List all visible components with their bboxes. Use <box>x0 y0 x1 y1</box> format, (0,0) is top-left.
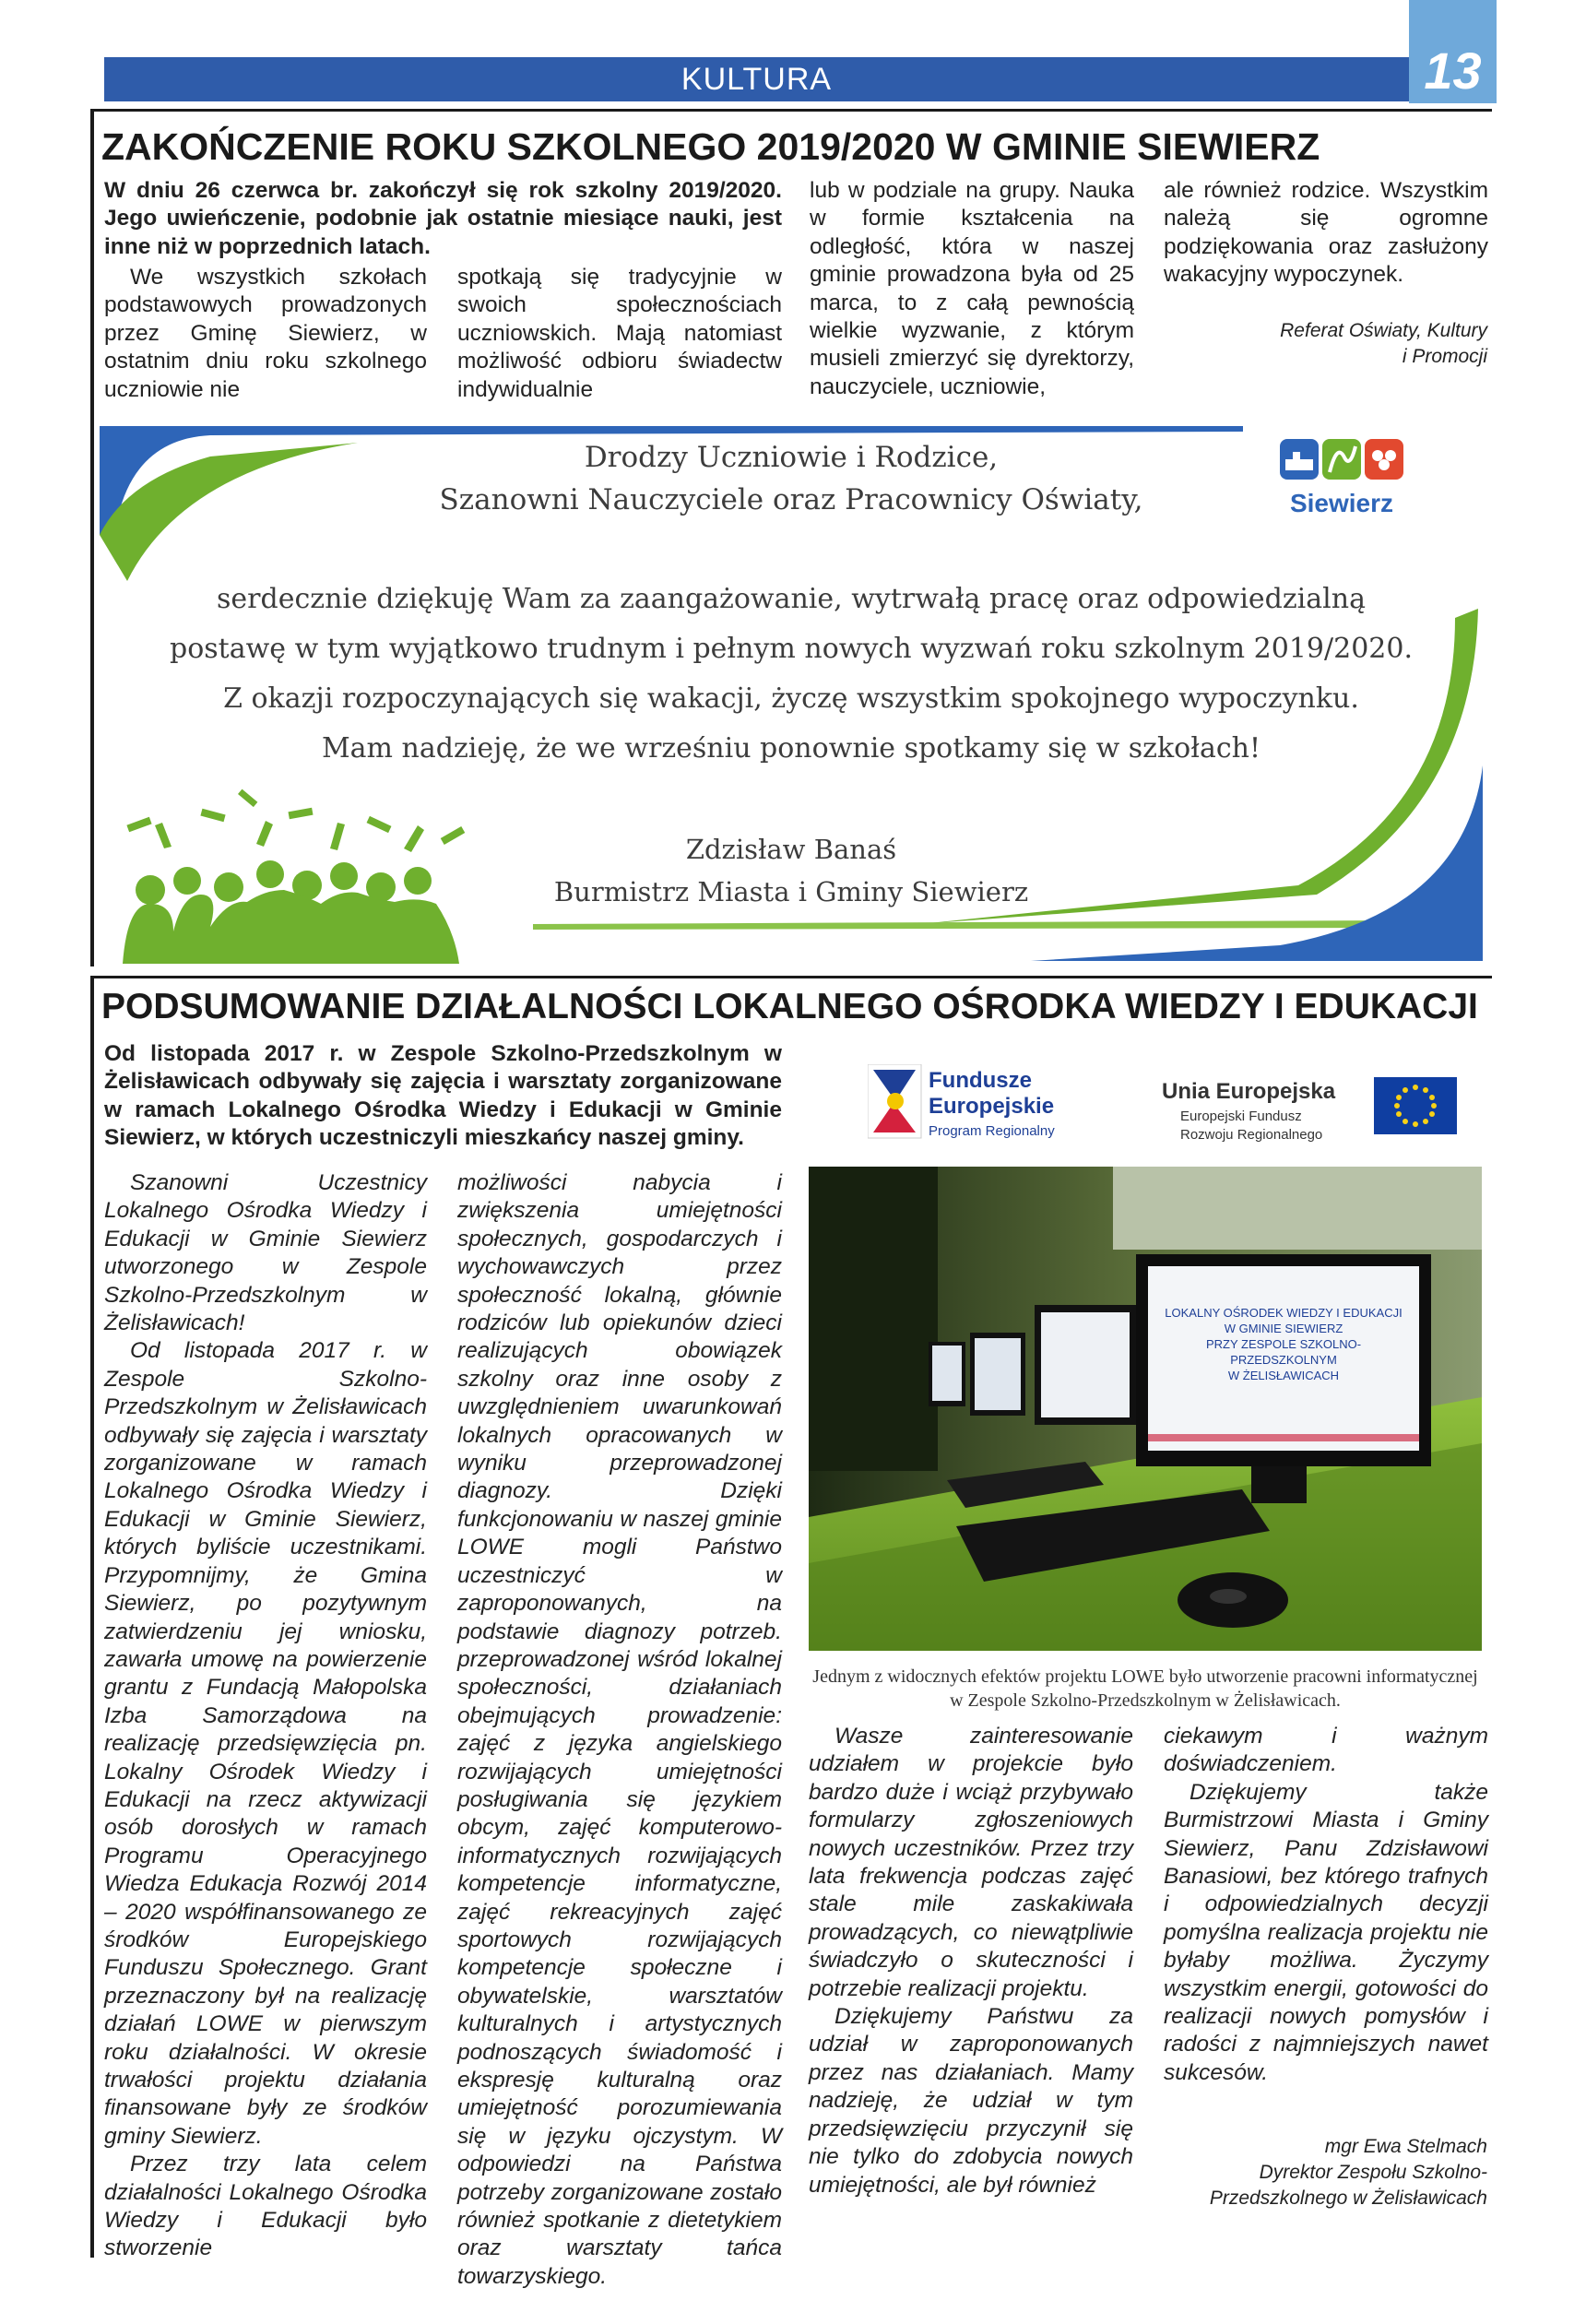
paragraph: Dziękujemy także Burmistrzowi Miasta i Gminy Siewierz, Panu Zdzisławowi Banasiowi, bez którego trafnych i odpowiedzialnych decyzji pomyślna realizacja projektu nie byłaby możliwa. Życzymy wszystkim energii, gotowości do realizacji nowych pomysłów i radości z najmniejszych nawet sukcesów. <box>1164 1779 1488 2085</box>
page-number-box <box>1409 0 1497 103</box>
article-1-col-1: We wszystkich szkołach podstawowych prowadzonych przez Gminę Siewierz, w ostatnim dniu roku szkolnego uczniowie nie <box>104 265 427 402</box>
article-1-title: ZAKOŃCZENIE ROKU SZKOLNEGO 2019/2020 W GMINIE SIEWIERZ <box>101 125 1320 168</box>
siewierz-logo-text: Siewierz <box>1289 489 1394 517</box>
signature-line: mgr Ewa Stelmach <box>1324 2136 1487 2157</box>
fundusze-europejskie-flag-icon <box>868 1064 923 1140</box>
eu-funding-logos <box>862 1051 1471 1153</box>
paragraph: Dziękujemy Państwu za udział w zaproponowanych przez nas działaniach. Mamy nadzieję, że udział w tym przedsięwzięciu przyczynił się nie tylko do zdobycia nowych umiejętności, ale był również <box>809 2004 1133 2198</box>
ue-logo-line: Europejski Fundusz <box>1180 1109 1302 1124</box>
fe-logo-line: Europejskie <box>929 1094 1055 1119</box>
screen-text <box>1164 1305 1403 1383</box>
article-2-signature <box>1180 2134 1487 2211</box>
article-1-lead: W dniu 26 czerwca br. zakończył się rok szkolny 2019/2020. Jego uwieńczenie, podobnie jak ostatnie miesiące nauki, jest inne niż w poprzednich latach. <box>104 178 782 259</box>
eu-flag-icon <box>1374 1077 1457 1134</box>
paragraph: możliwości nabycia i zwiększenia umiejętności społecznych, gospodarczych i wychowawczych przez społeczność lokalną, głównie rodziców lub opiekunów dzieci realizujących obowiązek szkolny oraz inne osoby z uwzględnieniem uwarunkowań lokalnych opracowanych w wyniku przeprowadzonej diagnozy. Dzięki funkcjonowaniu w naszej gminie LOWE mogli Państwo uczestniczyć w zaproponowanych, na podstawie diagnozy potrzeb. przeprowadzonej wśród lokalnej społeczności, działaniach obejmujących prowadzenie: zajęć z języka angielskiego rozwijających umiejętności posługiwania się językiem obcym, zajęć komputerowo-informatycznych rozwijających kompetencje informatyczne, zajęć rekreacyjnych zajęć sportowych rozwijających kompetencje społeczne i obywatelskie, warsztatów kulturalnych i artystycznych podnoszących świadomość i ekspresję kulturalną oraz umiejętność porozumiewania się w języku ojczystym. W odpowiedzi na Państwa potrzeby zorganizowane zostało również spotkanie z dietetykiem oraz warsztaty tańca towarzyskiego. <box>457 1170 782 2289</box>
article-2-title: PODSUMOWANIE DZIAŁALNOŚCI LOKALNEGO OŚRODKA WIEDZY I EDUKACJI <box>101 987 1478 1026</box>
signature-line: Dyrektor Zespołu Szkolno- <box>1259 2162 1487 2183</box>
paragraph: Wasze zainteresowanie udziałem w projekcie było bardzo duże i wciąż przybywało formularzy zgłoszeniowych nowych uczestników. Przez trzy lata frekwencja podczas zajęć stale mile zaskakiwała prowadzących, co niewątpliwie świadczyło o skuteczności i potrzebie realizacji projektu. <box>809 1724 1133 2001</box>
article-1-col-4: ale również rodzice. Wszystkim należą się ogromne podziękowania oraz zasłużony wakacyjny wypoczynek. <box>1164 178 1488 288</box>
computer-lab-illustration <box>809 1167 1482 1651</box>
page-number: 13 <box>1424 42 1482 100</box>
ue-logo-line: Rozwoju Regionalnego <box>1180 1127 1323 1143</box>
siewierz-emblem-icon <box>1272 433 1411 489</box>
signature-line: Referat Oświaty, Kultury <box>1280 320 1487 341</box>
screen-line: W ŻELISŁAWICACH <box>1227 1369 1340 1382</box>
letter-body-line: Mam nadzieję, że we wrześniu ponownie spotkamy się w szkołach! <box>321 732 1261 765</box>
article-frame-left <box>90 109 94 966</box>
signature-line: Przedszkolnego w Żelisławicach <box>1209 2188 1487 2209</box>
screen-line: PRZY ZESPOLE SZKOLNO-PRZEDSZKOLNYM <box>1205 1337 1362 1367</box>
ue-logo-line: Unia Europejska <box>1162 1079 1336 1104</box>
letter-body-line: postawę w tym wyjątkowo trudnym i pełnym nowych wyzwań roku szkolnym 2019/2020. <box>170 633 1413 665</box>
article-frame-top <box>90 976 1492 978</box>
article-2-col-3 <box>809 1723 1133 2200</box>
section-title: KULTURA <box>681 62 833 97</box>
letter-body-line: serdecznie dziękuję Wam za zaangażowanie, wytrwałą pracę oraz odpowiedzialną <box>217 583 1366 615</box>
computer-lab-photo <box>809 1167 1482 1651</box>
paragraph: ciekawym i ważnym doświadczeniem. <box>1164 1724 1488 1777</box>
letter-body-line: Z okazji rozpoczynających się wakacji, życzę wszystkim spokojnego wypoczynku. <box>223 682 1359 715</box>
paragraph: Szanowni Uczestnicy Lokalnego Ośrodka Wiedzy i Edukacji w Gminie Siewierz utworzonego w Zespole Szkolno-Przedszkolnym w Żelisławicach! <box>104 1170 427 1336</box>
article-frame-left <box>90 976 94 2258</box>
signature-line: i Promocji <box>1402 346 1487 367</box>
fe-logo-line: Fundusze <box>929 1068 1032 1093</box>
article-2-col-4 <box>1164 1723 1488 2087</box>
letter-author: Zdzisław Banaś <box>685 834 897 865</box>
fe-logo-line: Program Regionalny <box>929 1123 1055 1139</box>
article-frame-top <box>90 109 1492 112</box>
letter-greeting-line: Drodzy Uczniowie i Rodzice, <box>584 441 999 474</box>
section-header-bar <box>104 57 1409 101</box>
article-1-col-2: spotkają się tradycyjnie w swoich społecznościach uczniowskich. Mają natomiast możliwość odbioru świadectw indywidualnie <box>457 265 782 402</box>
paragraph: Od listopada 2017 r. w Zespole Szkolno-Przedszkolnym w Żelisławicach odbywały się zajęcia i warsztaty zorganizowane w ramach Lokalnego Ośrodka Wiedzy i Edukacji w Gminie Siewierz, których byliście uczestnikami. Przypomnijmy, że Gmina Siewierz, po pozytywnym zatwierdzeniu jej wniosku, zawarła umowę na powierzenie grantu z Fundacją Małopolska Izba Samorządowa na realizację przedsięwzięcia pn. Lokalny Ośrodek Wiedzy i Edukacji na rzecz aktywizacji osób dorosłych w ramach Programu Operacyjnego Wiedza Edukacja Rozwój 2014 – 2020 współfinansowanego ze środków Europejskiego Funduszu Społecznego. Grant przeznaczony był na realizację działań LOWE w pierwszym roku działalności. W okresie trwałości projektu działania finansowane były ze środków gminy Siewierz. <box>104 1338 427 2149</box>
article-2-col-2 <box>457 1169 782 2291</box>
paragraph: Przez trzy lata celem działalności Lokalnego Ośrodka Wiedzy i Edukacji było stworzenie <box>104 2152 427 2261</box>
screen-line: LOKALNY OŚRODEK WIEDZY I EDUKACJI <box>1165 1306 1403 1320</box>
siewierz-logo <box>1272 433 1411 526</box>
article-2-col-1 <box>104 1169 427 2263</box>
article-2-lead: Od listopada 2017 r. w Zespole Szkolno-Przedszkolnym w Żelisławicach odbywały się zajęcia i warsztaty zorganizowane w ramach Lokalnego Ośrodka Wiedzy i Edukacji w Gminie Siewierz, w których uczestniczyli mieszkańcy naszej gminy. <box>104 1041 782 1151</box>
photo-caption: Jednym z widocznych efektów projektu LOWE było utworzenie pracowni informatycznej w Zespole Szkolno-Przedszkolnym w Żelisławicach. <box>812 1666 1478 1711</box>
screen-line: W GMINIE SIEWIERZ <box>1224 1322 1343 1335</box>
letter-greeting-line: Szanowni Nauczyciele oraz Pracownicy Oświaty, <box>439 483 1143 516</box>
green-line-bottom <box>533 920 1391 930</box>
letter-author-title: Burmistrz Miasta i Gminy Siewierz <box>553 876 1029 907</box>
article-1-col-3: lub w podziale na grupy. Nauka w formie kształcenia na odległość, która w naszej gminie prowadzona była od 25 marca, to z całą pewnością wielkie wyzwanie, z którym musieli zmierzyć się dyrektorzy, nauczyciele, uczniowie, <box>810 178 1134 399</box>
article-1-signature <box>1199 318 1487 370</box>
